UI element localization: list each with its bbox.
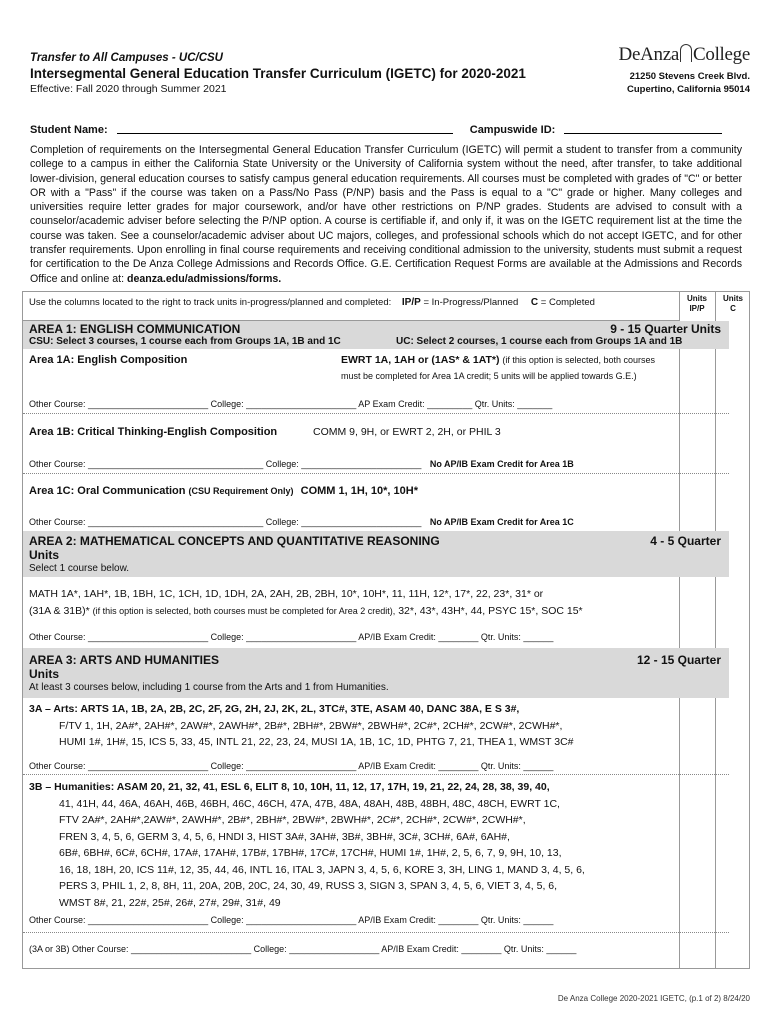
document-header [30, 44, 750, 95]
area2-units: 4 - 5 Quarter [650, 534, 721, 548]
area3-select: At least 3 courses below, including 1 course from the Arts and 1 from Humanities. [29, 682, 389, 693]
column-divider [679, 292, 680, 968]
college-logo [600, 44, 750, 96]
area3a-courses: 3A – Arts: ARTS 1A, 1B, 2A, 2B, 2C, 2F, 2G, 2H, 2J, 2K, 2L, 3TC#, 3TE, ASAM 40, DANC 38A, E S 3#, F/TV 1, 1H, 2A#*, 2AH#*, 2AW#*, 2AWH#*, 2B#*, 2BH#*, 2BW#*, 2BWH#*, 2C#*, 2CH#*, 2CW#*, 2CWH#*, HUMI 1#, 1H#, 15, ICS 5, 33, 45, INTL 21, 22, 23, 24, MUSI 1A, 1B, 1C, 1D, PHTG 7, 21, THEA 1, WMST 3C# [29, 703, 574, 748]
campus-id-label: Campuswide ID: [469, 124, 556, 136]
area2-other-course-fields[interactable]: Other Course: ________________________ College: ______________________ AP/IB Exam Credit: ________ Qtr. Units: ______ [29, 632, 554, 642]
area1-units: 9 - 15 Quarter Units [610, 322, 721, 336]
area3-title: AREA 3: ARTS AND HUMANITIES [29, 653, 220, 667]
area1b-courses: COMM 9, 9H, or EWRT 2, 2H, or PHIL 3 [313, 426, 501, 438]
area2-units-word: Units [29, 548, 59, 562]
campus-id-field[interactable] [564, 123, 722, 134]
doc-title: Intersegmental General Education Transfer Curriculum (IGETC) for 2020-2021 [30, 66, 526, 81]
divider [23, 932, 729, 933]
column-icon [680, 44, 692, 62]
college-address: 21250 Stevens Creek Blvd. Cupertino, California 95014 [626, 71, 750, 95]
area2-title: AREA 2: MATHEMATICAL CONCEPTS AND QUANTITATIVE REASONING [29, 534, 440, 548]
area3-units-word: Units [29, 667, 59, 681]
divider [23, 413, 729, 414]
area3-header [23, 648, 729, 698]
area3b-courses: 3B – Humanities: ASAM 20, 21, 32, 41, ESL 6, ELIT 8, 10, 10H, 11, 12, 17, 17H, 19, 21, 22, 24, 28, 38, 39, 40, 41, 41H, 44, 46A, 46AH, 46B, 46BH, 46C, 46CH, 47A, 47B, 48A, 48AH, 48B, 48BH, 48C, 48CH, EWRT 1C, FTV 2A#*, 2AH#*,2AW#*, 2AWH#*, 2B#*, 2BH#*, 2BW#*, 2BWH#*, 2C#*, 2CH#*, 2CW#*, 2CWH#*, FREN 3, 4, 5, 6, GERM 3, 4, 5, 6, HNDI 3, HIST 3A#, 3AH#, 3B#, 3BH#, 3C#, 3CH#, 6A#, 6AH#, 6B#, 6BH#, 6C#, 6CH#, 17A#, 17AH#, 17B#, 17BH#, 17C#, 17CH#, HUMI 1#, 1H#, 2, 5, 6, 7, 9, 9H, 10, 13, 16, 18, 18H, 20, ICS 11#, 12, 35, 44, 46, INTL 16, ITAL 3, JAPN 3, 4, 5, 6, KORE 3, 3H, LING 1, MAND 3, 4, 5, 6, PERS 3, PHIL 1, 2, 8, 8H, 11, 20A, 20B, 20C, 24, 30, 49, RUSS 3, SIGN 3, SPAN 3, 4, 5, 6, VIET 3, 4, 5, 6, WMST 8#, 21, 22#, 25#, 26#, 27#, 29#, 31#, 49 [29, 781, 585, 909]
area1a-label: Area 1A: English Composition [29, 354, 188, 366]
units-c-header: Units C [723, 294, 743, 313]
units-ipp-header: Units IP/P [687, 294, 707, 313]
area3-units: 12 - 15 Quarter [636, 653, 721, 667]
logo-wordmark: DeAnza College [618, 44, 750, 65]
area1a-other-course-fields[interactable]: Other Course: ________________________ College: ______________________ AP Exam Credit: _________ Qtr. Units: _______ [29, 399, 553, 409]
student-info [30, 123, 750, 136]
area2-select: Select 1 course below. [29, 563, 130, 574]
tracking-instructions: Use the columns located to the right to track units in-progress/planned and completed: IP/P = In-Progress/Planned C = Completed [23, 292, 679, 321]
divider [23, 774, 729, 775]
doc-subtitle: Transfer to All Campuses - UC/CSU [30, 52, 223, 64]
forms-link[interactable]: deanza.edu/admissions/forms. [127, 272, 282, 285]
page-footer: De Anza College 2020-2021 IGETC, (p.1 of 2) 8/24/20 [557, 994, 750, 1003]
area2-courses: MATH 1A*, 1AH*, 1B, 1BH, 1C, 1CH, 1D, 1DH, 2A, 2AH, 2B, 2BH, 10*, 10H*, 11, 11H, 12*, 17*, 22, 23*, 31* or (31A & 31B)* (if this option is selected, both courses must be completed for Area 2 credit), 32*, 43*, 43H*, 44, PSYC 15*, SOC 15* [29, 588, 583, 617]
area1-uc-note: UC: Select 2 courses, 1 course each from Groups 1A and 1B [396, 336, 683, 347]
student-name-field[interactable] [117, 123, 453, 134]
area2-header [23, 531, 729, 577]
area1-csu-note: CSU: Select 3 courses, 1 course each from Groups 1A, 1B and 1C [29, 336, 341, 347]
area1-header [23, 321, 729, 349]
area1a-courses: EWRT 1A, 1AH or (1AS* & 1AT*) (if this option is selected, both courses [341, 354, 655, 366]
course-grid [22, 291, 750, 969]
area1-title: AREA 1: ENGLISH COMMUNICATION [29, 322, 241, 336]
divider [23, 473, 729, 474]
area1c-label: Area 1C: Oral Communication (CSU Requirement Only) COMM 1, 1H, 10*, 10H* [29, 485, 418, 497]
area3a-other-course-fields[interactable]: Other Course: ________________________ College: ______________________ AP/IB Exam Credit: ________ Qtr. Units: ______ [29, 761, 554, 771]
area3b-other-course-fields[interactable]: Other Course: ________________________ College: ______________________ AP/IB Exam Credit: ________ Qtr. Units: ______ [29, 915, 554, 925]
area1a-note: must be completed for Area 1A credit; 5 units will be applied towards G.E.) [341, 371, 637, 381]
student-name-label: Student Name: [30, 124, 108, 136]
area3ab-other-course-fields[interactable]: (3A or 3B) Other Course: ________________________ College: __________________ AP/IB Exam Credit: ________ Qtr. Units: ______ [29, 944, 577, 954]
column-divider [715, 292, 716, 968]
area1b-other-course-fields[interactable]: Other Course: ___________________________________ College: ________________________ No AP/IB Exam Credit for Area 1B [29, 459, 574, 469]
intro-paragraph: Completion of requirements on the Intersegmental General Education Transfer Curriculum (IGETC) will permit a student to transfer from a community college to a campus in either the California State University or the University of California system without the need, after transfer, to take additional lower-division, general education courses to satisfy campus general education requirements. All courses must be completed with grades of "C" or better OR with a "Pass" if the course was taken on a Pass/No Pass (P/NP) basis and the Pass is equal to a "C" grade or higher. Many colleges and universities require letter grades for major coursework, and/or have other restrictions on P/NP grades. Students are advised to consult with a counselor/academic adviser before selecting the P/NP option. A course is certifiable if, and only if, it was on the IGETC requirement list at the time the course was taken. See a counselor/academic adviser about UC majors, colleges, and professional schools which do not accept IGETC, and for other transfer requirements. Upon enrolling in final course requirements and receiving conditional admission to the university, students must submit a request for certification to the De Anza College Admissions and Records Office. G.E. Certification Request Forms are available at the Admissions and Records Office and online at: deanza.edu/admissions/forms. [30, 144, 742, 285]
effective-dates: Effective: Fall 2020 through Summer 2021 [30, 83, 227, 95]
area1c-other-course-fields[interactable]: Other Course: ___________________________________ College: ________________________ No AP/IB Exam Credit for Area 1C [29, 517, 574, 527]
area1b-label: Area 1B: Critical Thinking-English Composition [29, 426, 278, 438]
